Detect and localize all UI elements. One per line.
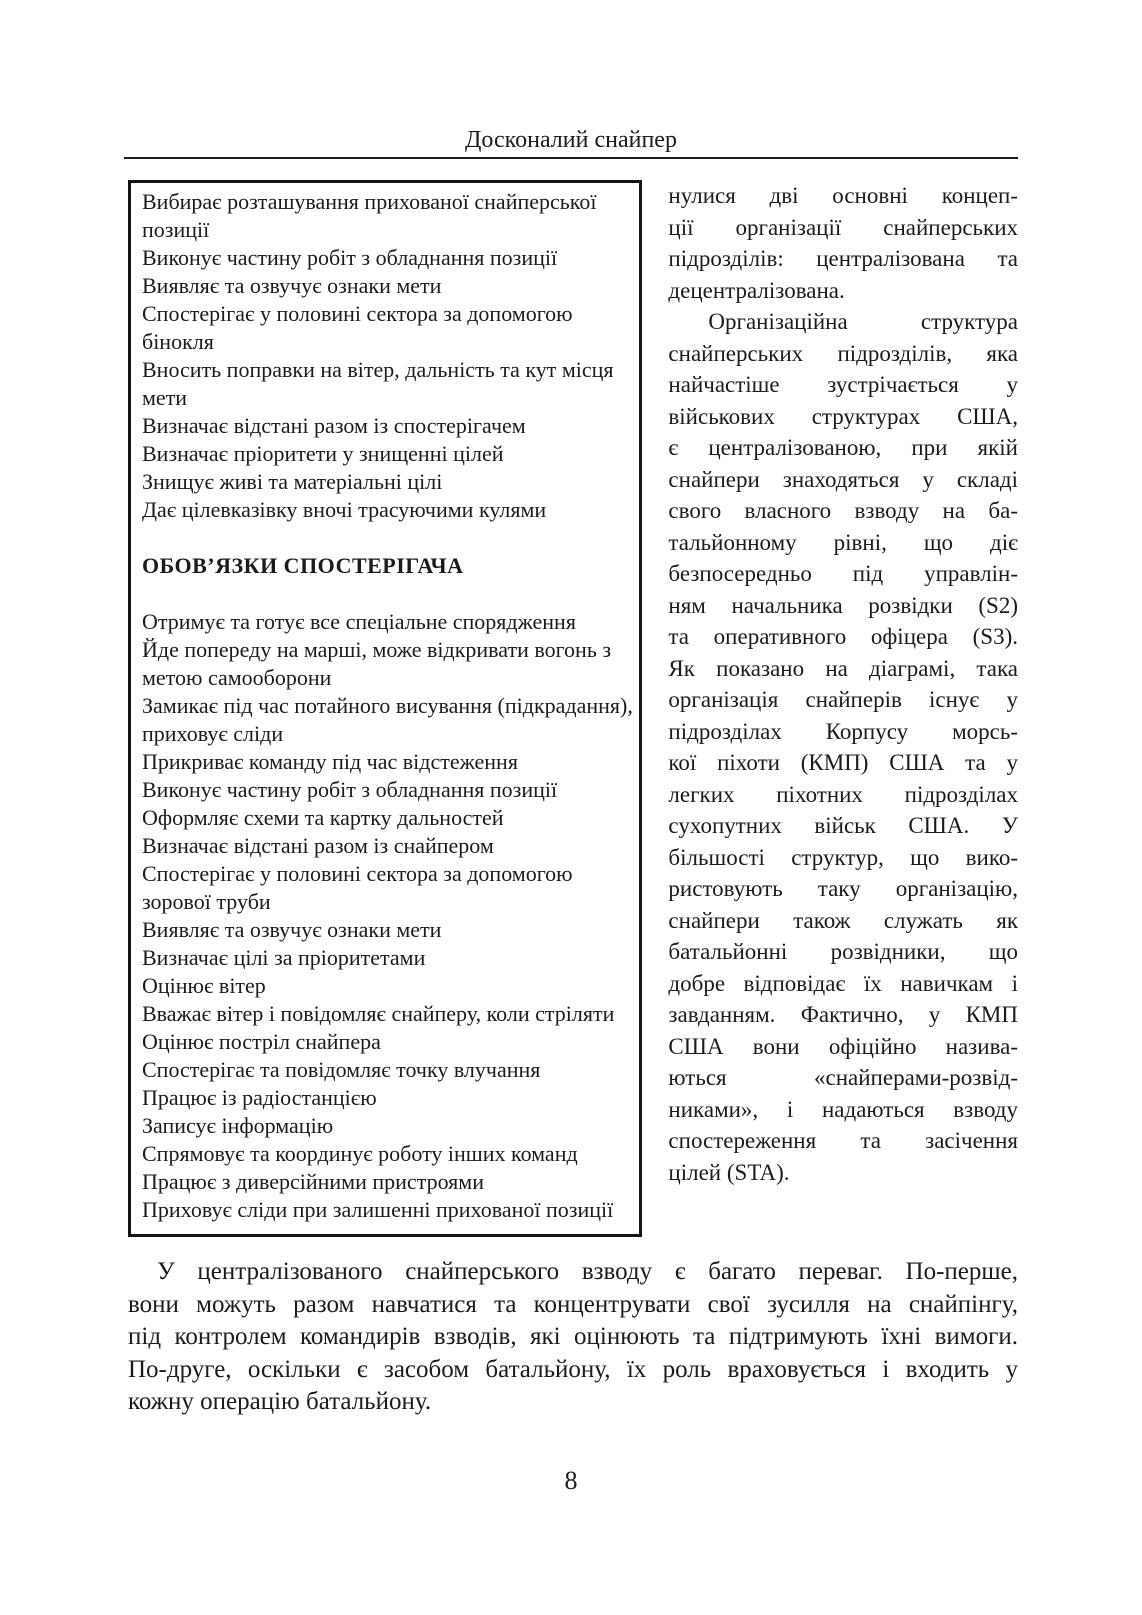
body-text-line: Як показано на діаграмі, така bbox=[668, 655, 1018, 681]
bottom-paragraph-line: під контролем командирів взводів, які оцінюють та підтримують їхні вимоги. bbox=[128, 1323, 1018, 1350]
duty-item: Визначає цілі за пріоритетами bbox=[142, 945, 426, 970]
bottom-paragraph bbox=[128, 1256, 1018, 1419]
bottom-paragraph-line: По-друге, оскільки є засобом батальйону, їх роль враховується і входить у bbox=[128, 1355, 1018, 1383]
duty-item: Працює з диверсійними пристроями bbox=[142, 1169, 484, 1194]
body-text-line: Організаційна структура bbox=[708, 309, 1018, 334]
duty-item: Замикає під час потайного висування (підкрадання), приховує сліди bbox=[142, 693, 633, 746]
duty-item: Вибирає розташування прихованої снайперської позиції bbox=[142, 189, 597, 242]
duty-item: Працює із радіостанцією bbox=[142, 1085, 377, 1110]
bottom-paragraph-line: У централізованого снайперського взводу є багато переваг. По-перше, bbox=[157, 1258, 1018, 1285]
body-text-line: кої піхоти (КМП) США та у bbox=[668, 750, 1018, 775]
duty-item: Отримує та готує все спеціальне спорядження bbox=[142, 609, 576, 634]
duty-item: Виконує частину робіт з обладнання позиції bbox=[142, 777, 558, 802]
header-rule-divider bbox=[124, 157, 1018, 159]
duty-item: Вважає вітер і повідомляє снайперу, коли стріляти bbox=[142, 1001, 615, 1026]
observer-duty-list bbox=[142, 608, 635, 1224]
body-text-line: сухопутних військ США. У bbox=[668, 813, 1018, 838]
body-text-line: свого власного взводу на ба- bbox=[668, 498, 1018, 523]
body-text-line: цілей (STA). bbox=[668, 1159, 790, 1185]
duty-item: Дає цілевказівку вночі трасуючими кулями bbox=[142, 497, 547, 522]
body-text-line: снайпери також служать як bbox=[668, 907, 1018, 933]
sniper-duties-box bbox=[128, 180, 642, 1237]
body-text-line: більшості структур, що вико- bbox=[668, 844, 1018, 870]
body-text-line: батальйонні розвідники, що bbox=[668, 939, 1018, 964]
body-text-line: підрозділів: централізована та bbox=[668, 246, 1018, 271]
duty-item: Виявляє та озвучує ознаки мети bbox=[142, 273, 442, 298]
duty-item: Оцінює постріл снайпера bbox=[142, 1029, 381, 1054]
page-number: 8 bbox=[564, 1466, 578, 1495]
two-column-layout bbox=[128, 180, 1018, 1237]
duty-item: Визначає відстані разом із спостерігачем bbox=[142, 413, 526, 438]
duty-item: Прикриває команду під час відстеження bbox=[142, 749, 518, 774]
duty-item: Виконує частину робіт з обладнання позиції bbox=[142, 245, 558, 270]
body-text-line: організація снайперів існує у bbox=[668, 687, 1018, 712]
body-text-line: та оперативного офіцера (S3). bbox=[668, 624, 1018, 649]
body-text-line: ристовують таку організацію, bbox=[668, 876, 1018, 901]
duty-item: Визначає пріоритети у знищенні цілей bbox=[142, 441, 504, 466]
duty-item: Виявляє та озвучує ознаки мети bbox=[142, 917, 442, 942]
duty-item: Оцінює вітер bbox=[142, 973, 266, 998]
body-text-line: добре відповідає їх навичкам і bbox=[668, 970, 1018, 996]
bottom-paragraph-line: вони можуть разом навчатися та концентрувати свої зусилля на снайпінгу, bbox=[128, 1290, 1018, 1318]
duty-item: Спостерігає та повідомляє точку влучання bbox=[142, 1057, 541, 1082]
body-text-line: є централізованою, при якій bbox=[668, 435, 1018, 460]
body-text-line: снайпери знаходяться у складі bbox=[668, 466, 1018, 492]
body-text-column bbox=[668, 180, 1018, 1188]
body-text-line: США вони офіційно назива- bbox=[668, 1033, 1018, 1059]
body-text-line: підрозділах Корпусу морсь- bbox=[668, 718, 1018, 744]
duty-item: Спрямовує та координує роботу інших команд bbox=[142, 1141, 578, 1166]
body-text-line: тальйонному рівні, що діє bbox=[668, 529, 1018, 555]
body-text-line: найчастіше зустрічається у bbox=[668, 372, 1018, 397]
bottom-paragraph-line: кожну операцію батальйону. bbox=[128, 1388, 432, 1415]
duty-item: Спостерігає у половині сектора за допомогою зорової труби bbox=[142, 861, 573, 914]
duty-item: Вносить поправки на вітер, дальність та кут місця мети bbox=[142, 357, 614, 410]
body-text-line: снайперських підрозділів, яка bbox=[668, 340, 1018, 366]
duty-item: Спостерігає у половині сектора за допомогою бінокля bbox=[142, 301, 573, 354]
body-text-line: військових структурах США, bbox=[668, 403, 1018, 429]
sniper-duty-list bbox=[142, 188, 635, 524]
body-text-line: ням начальника розвідки (S2) bbox=[668, 592, 1018, 618]
body-text-line: спостереження та засічення bbox=[668, 1128, 1018, 1153]
observer-duties-heading: ОБОВ’ЯЗКИ СПОСТЕРІГАЧА bbox=[142, 553, 464, 578]
duty-item: Знищує живі та матеріальні цілі bbox=[142, 469, 443, 494]
body-text-line: легких піхотних підрозділах bbox=[668, 781, 1018, 807]
running-header-title: Досконалий снайпер bbox=[465, 127, 677, 153]
duty-item: Йде попереду на марші, може відкривати вогонь з метою самооборони bbox=[142, 637, 612, 690]
body-text-line: нулися дві основні концеп- bbox=[668, 183, 1018, 208]
duty-item: Записує інформацію bbox=[142, 1113, 334, 1138]
body-text-line: никами», і надаються взводу bbox=[668, 1096, 1018, 1122]
duty-item: Визначає відстані разом із снайпером bbox=[142, 833, 494, 858]
duty-item: Приховує сліди при залишенні прихованої позиції bbox=[142, 1197, 614, 1222]
body-text-line: ції організації снайперських bbox=[668, 214, 1018, 240]
body-text-line: децентралізована. bbox=[668, 277, 845, 303]
body-text-line: завданням. Фактично, у КМП bbox=[668, 1002, 1018, 1027]
duty-item: Оформляє схеми та картку дальностей bbox=[142, 805, 504, 830]
body-text-line: ються «снайперами-розвід- bbox=[668, 1065, 1018, 1090]
body-text-line: безпосередньо під управлін- bbox=[668, 561, 1018, 586]
